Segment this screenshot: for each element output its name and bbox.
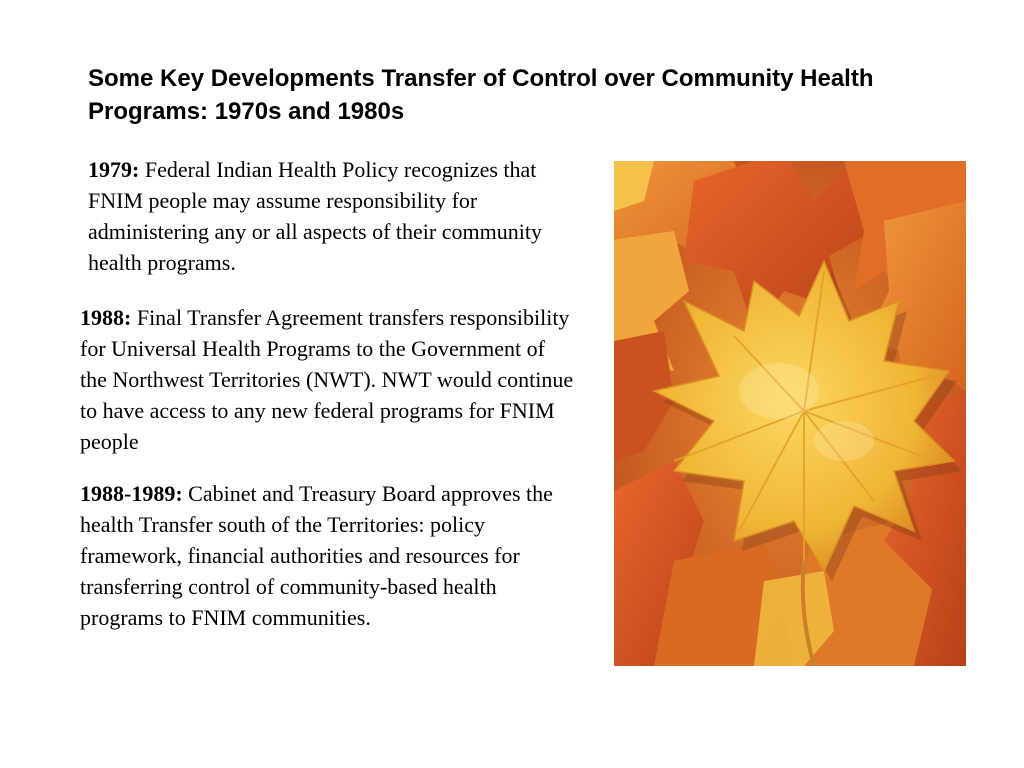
slide-title: Some Key Developments Transfer of Control over Community Health Programs: 1970s and 1980s — [88, 65, 874, 125]
entry-label: 1988-1989: — [80, 481, 183, 506]
entry-1988-1989 — [80, 478, 560, 633]
entry-text: Federal Indian Health Policy recognizes that FNIM people may assume responsibility for administering any or all aspects of their community health programs. — [88, 157, 542, 275]
entry-label: 1979: — [88, 157, 140, 182]
entry-label: 1988: — [80, 305, 132, 330]
entry-1979 — [88, 154, 573, 278]
entry-text: Final Transfer Agreement transfers responsibility for Universal Health Programs to the Government of the Northwest Territories (NWT). NWT would continue to have access to any new federal programs for FNIM people — [80, 305, 574, 454]
entry-1988 — [80, 302, 575, 457]
autumn-leaves-photo — [614, 161, 966, 666]
entry-text: Cabinet and Treasury Board approves the health Transfer south of the Territories: policy framework, financial authorities and resources for transferring control of community-based health programs to FNIM communities. — [80, 481, 553, 630]
